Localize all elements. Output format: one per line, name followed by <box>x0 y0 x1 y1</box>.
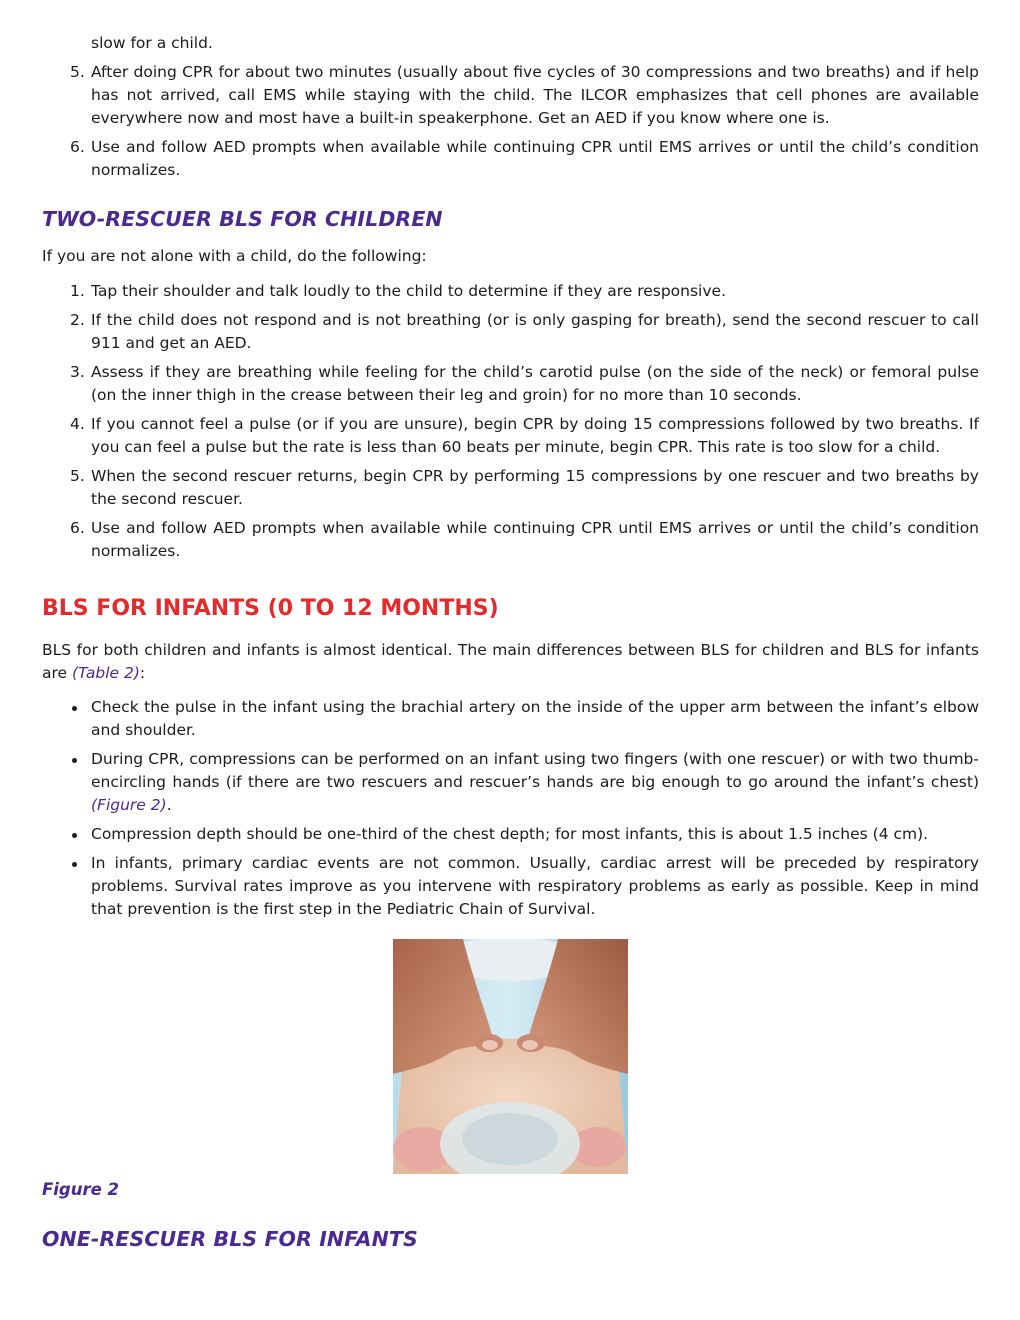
bullet-text: Check the pulse in the infant using the brachial artery on the inside of the upper arm between the infant’s elbow and shoulder. <box>91 698 979 739</box>
step-number: 5. <box>70 63 85 81</box>
infant-differences-list <box>0 696 979 927</box>
step-number: 2. <box>70 311 85 329</box>
list-item <box>0 136 979 182</box>
infants-intro <box>42 639 979 685</box>
list-item <box>0 517 979 563</box>
list-item <box>0 361 979 407</box>
two-rescuer-child-steps <box>0 280 979 569</box>
list-item <box>0 280 979 303</box>
infants-intro-text: BLS for both children and infants is almost identical. The main differences between BLS for children and BLS for infants are <box>42 641 979 682</box>
step-text: Assess if they are breathing while feeling for the child’s carotid pulse (on the side of the neck) or femoral pulse (on the inner thigh in the crease between their leg and groin) for no more than 10 seconds. <box>91 363 979 404</box>
list-item <box>0 696 979 742</box>
list-item <box>0 823 979 846</box>
list-item <box>0 413 979 459</box>
section-heading-one-rescuer-infants: ONE-RESCUER BLS FOR INFANTS <box>42 1227 418 1251</box>
bullet-text-end: . <box>166 796 172 814</box>
bullet-icon <box>72 706 77 711</box>
step-text: After doing CPR for about two minutes (usually about five cycles of 30 compressions and two breaths) and if help has not arrived, call EMS while staying with the child. The ILCOR emphasizes that cell phones are available everywhere now and most have a built-in speakerphone. Get an AED if you know where one is. <box>91 63 979 127</box>
step-number: 1. <box>70 282 85 300</box>
one-rescuer-child-steps <box>0 61 979 188</box>
list-item <box>0 748 979 817</box>
figure-caption: Figure 2 <box>42 1180 120 1199</box>
section-heading-two-rescuer-children: TWO-RESCUER BLS FOR CHILDREN <box>42 207 443 231</box>
infants-intro-colon: : <box>139 664 146 682</box>
list-item <box>0 61 979 130</box>
list-item <box>0 465 979 511</box>
table-2-reference-link[interactable]: (Table 2) <box>72 664 140 682</box>
bullet-text: During CPR, compressions can be performed on an infant using two fingers (with one rescuer) or with two thumb-encircling hands (if there are two rescuers and rescuer’s hands are big enough to go around the infant’s chest) <box>91 750 979 791</box>
step-number: 6. <box>70 519 85 537</box>
step-text: When the second rescuer returns, begin CPR by performing 15 compressions by one rescuer and two breaths by the second rescuer. <box>91 467 979 508</box>
step-number: 4. <box>70 415 85 433</box>
two-rescuer-intro: If you are not alone with a child, do the following: <box>42 247 427 265</box>
step-text: Tap their shoulder and talk loudly to the child to determine if they are responsive. <box>91 282 727 300</box>
list-item <box>0 852 979 921</box>
step-number: 5. <box>70 467 85 485</box>
infant-cpr-photo <box>393 939 628 1174</box>
section-heading-infants: BLS FOR INFANTS (0 TO 12 MONTHS) <box>42 596 499 621</box>
bullet-icon <box>72 833 77 838</box>
step-text: If you cannot feel a pulse (or if you are unsure), begin CPR by doing 15 compressions followed by two breaths. If you can feel a pulse but the rate is less than 60 beats per minute, begin CPR. This rate is too slow for a child. <box>91 415 979 456</box>
step-number: 3. <box>70 363 85 381</box>
continuation-text: slow for a child. <box>91 34 213 52</box>
step-text: Use and follow AED prompts when available while continuing CPR until EMS arrives or until the child’s condition normalizes. <box>91 138 979 179</box>
bullet-icon <box>72 862 77 867</box>
step-text: If the child does not respond and is not breathing (or is only gasping for breath), send the second rescuer to call 911 and get an AED. <box>91 311 979 352</box>
bullet-text: In infants, primary cardiac events are not common. Usually, cardiac arrest will be preceded by respiratory problems. Survival rates improve as you intervene with respiratory problems as early as possible. Keep in mind that prevention is the first step in the Pediatric Chain of Survival. <box>91 854 979 918</box>
figure-2-reference-link[interactable]: (Figure 2) <box>91 796 167 814</box>
bullet-icon <box>72 758 77 763</box>
step-number: 6. <box>70 138 85 156</box>
bullet-text: Compression depth should be one-third of the chest depth; for most infants, this is about 1.5 inches (4 cm). <box>91 825 929 843</box>
list-item <box>0 309 979 355</box>
step-text: Use and follow AED prompts when available while continuing CPR until EMS arrives or until the child’s condition normalizes. <box>91 519 979 560</box>
